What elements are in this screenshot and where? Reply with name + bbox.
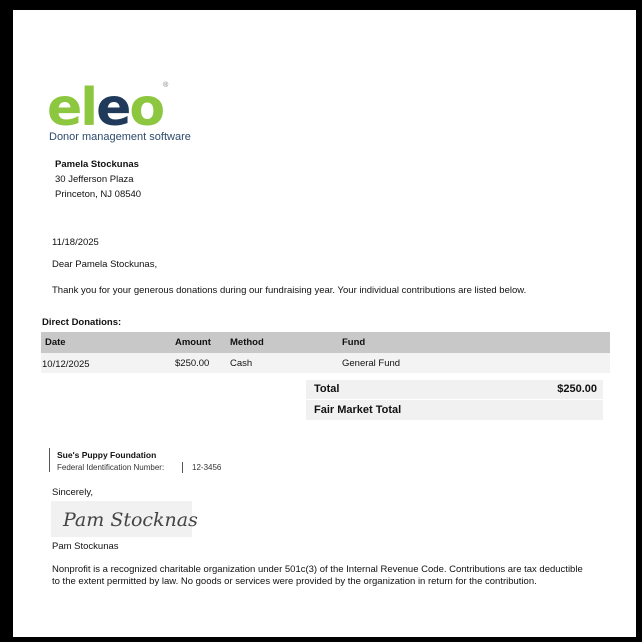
- row-amount: $250.00: [175, 358, 210, 369]
- document-frame: [4, 4, 638, 638]
- header-amount: Amount: [175, 337, 211, 348]
- header-date: Date: [45, 337, 66, 348]
- header-fund: Fund: [342, 337, 366, 348]
- fein-value: 12-3456: [192, 463, 222, 472]
- sincerely: Sincerely,: [52, 487, 94, 498]
- fair-market-row: [306, 400, 603, 420]
- recipient-name: Pamela Stockunas: [55, 159, 139, 170]
- fair-market-label: Fair Market Total: [314, 404, 402, 416]
- disclaimer-line-2: to the extent permitted by law. No goods or services were provided by the organization in return for the contribution.: [52, 576, 537, 587]
- letter-page: [13, 10, 636, 637]
- total-value: $250.00: [557, 383, 597, 395]
- table-row: [41, 353, 610, 373]
- fein-divider: [182, 462, 183, 473]
- row-fund: General Fund: [342, 358, 401, 369]
- letter-date: 11/18/2025: [52, 237, 99, 248]
- donations-table-header: [41, 332, 610, 353]
- disclaimer-line-1: Nonprofit is a recognized charitable organization under 501c(3) of the Internal Revenue Code. Contributions are tax deductible: [52, 564, 583, 575]
- eleo-logo: [47, 78, 169, 138]
- recipient-address-1: 30 Jefferson Plaza: [55, 174, 134, 185]
- org-divider: [49, 448, 50, 472]
- row-method: Cash: [230, 358, 253, 369]
- signer-name: Pam Stockunas: [52, 541, 119, 552]
- header-method: Method: [230, 337, 264, 348]
- section-title: Direct Donations:: [42, 317, 122, 328]
- salutation: Dear Pamela Stockunas,: [52, 259, 158, 270]
- logo-tagline: Donor management software: [49, 131, 191, 143]
- total-row: [306, 380, 603, 399]
- row-date: 10/12/2025: [42, 359, 90, 370]
- recipient-address-2: Princeton, NJ 08540: [55, 189, 142, 200]
- registered-mark: ®: [163, 82, 169, 89]
- intro-paragraph: Thank you for your generous donations during our fundraising year. Your individual contributions are listed below.: [52, 285, 527, 296]
- logo-wordmark: eleo: [47, 78, 164, 138]
- total-label: Total: [314, 383, 340, 395]
- signature: Pam Stocknas: [63, 509, 198, 531]
- fein-label: Federal Identification Number:: [57, 463, 165, 472]
- org-name: Sue's Puppy Foundation: [57, 450, 157, 460]
